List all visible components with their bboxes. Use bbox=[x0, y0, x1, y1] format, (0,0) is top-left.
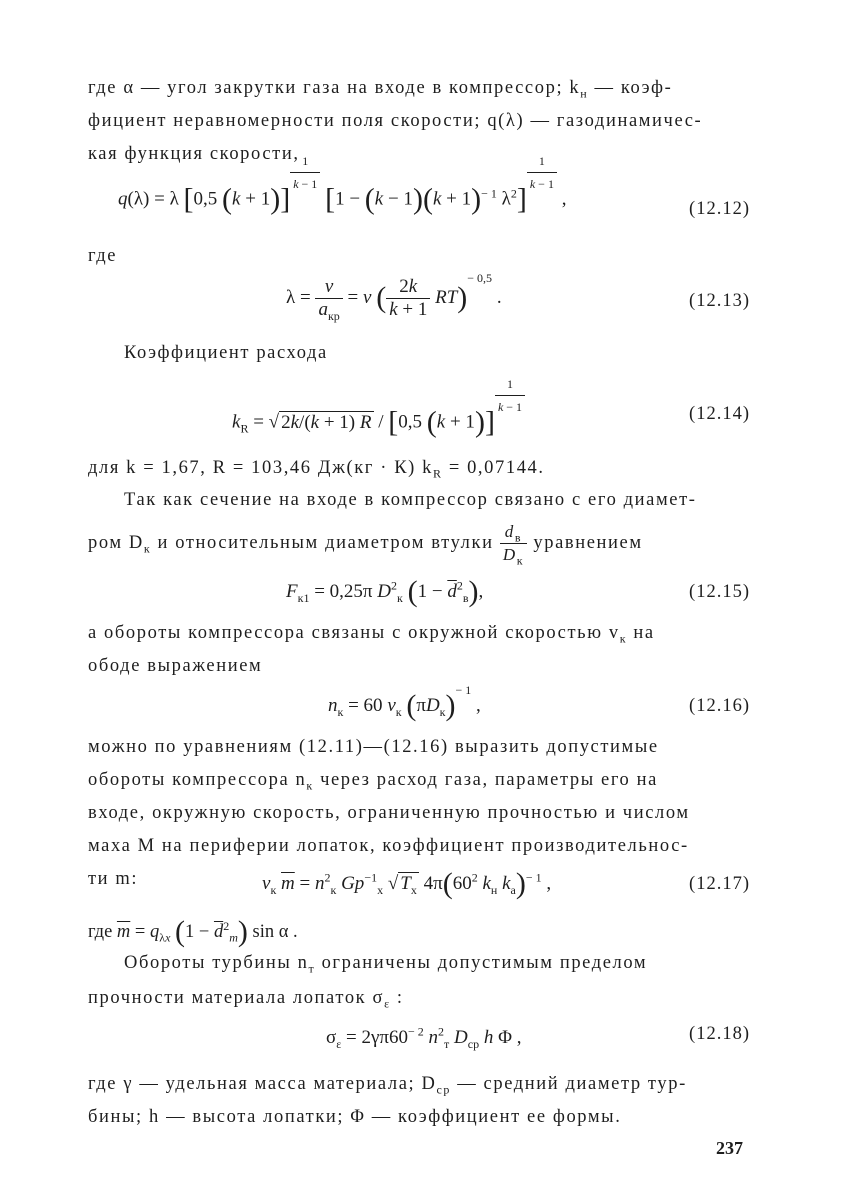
equation-number: (12.16) bbox=[689, 696, 750, 716]
paragraph-for-k bbox=[88, 452, 750, 485]
equation-12-18: $\sigma_\varepsilon = 2\gamma\pi 60^{- 2}$ $n^2_т$ $D_{ср}$ h Φ , bbox=[326, 1024, 522, 1051]
text-line: ободе выражением bbox=[88, 656, 263, 676]
text-line: можно по уравнениям (12.11)—(12.16) выразить допустимые bbox=[88, 737, 659, 757]
paragraph-turbine bbox=[88, 946, 750, 980]
equation-number: (12.14) bbox=[689, 404, 750, 424]
paragraph-coef bbox=[88, 337, 750, 370]
paragraph-turbine-cont bbox=[88, 982, 750, 1015]
paragraph-section-cont bbox=[88, 521, 750, 566]
text-line: прочности материала лопаток $\sigma_\varepsilon$ : bbox=[88, 988, 404, 1011]
text-line: Так как сечение на входе в компрессор связано с его диамет- bbox=[124, 490, 697, 510]
text-line: входе, окружную скорость, ограниченную прочностью и числом bbox=[88, 803, 690, 823]
paragraph-definitions bbox=[88, 1068, 750, 1134]
text-line: бины; h — высота лопатки; Φ — коэффициент ее формы. bbox=[88, 1107, 622, 1127]
text-line: ти m: bbox=[88, 869, 139, 889]
text-line: где bbox=[88, 246, 118, 266]
equation-12-12: q(λ) = λ [0,5 (k + 1)] $^{\frac{1}{k - 1}}$ [$1 - (k - 1)(k + 1)^{- 1}$ $\lambda^2$] $^{\frac{1}{k - 1}}$ , bbox=[118, 172, 566, 217]
where-label bbox=[88, 240, 750, 273]
text-line: где α — угол закрутки газа на входе в компрессор; $k_н$ — коэф- bbox=[88, 78, 673, 101]
text-line: ром $D_к$ и относительным диаметром втулки $\frac{d_в}{D_к}$ уравнением bbox=[88, 522, 643, 568]
text-line: маха М на периферии лопаток, коэффициент производительнос- bbox=[88, 836, 689, 856]
equation-12-14: $k_R$ = √ 2k/(k + 1) R / [0,5 (k + 1)] $^{\frac{1}{k - 1}}$ bbox=[232, 395, 525, 440]
equation-12-13: λ = $\frac{v}{a_{кр}}$ = v ( $\frac{2k}{k + 1}$ RT)$^{- 0,5}$ . bbox=[286, 270, 502, 323]
paragraph-rpm bbox=[88, 617, 750, 683]
equation-12-16: $n_к = 60$ $v_к$ $(\pi D_к)^{- 1}$ , bbox=[328, 682, 481, 722]
text-line: для k = 1,67, R = 103,46 Дж(кг · К) $k_R = 0,07144$. bbox=[88, 458, 545, 481]
text-line: фициент неравномерности поля скорости; q(λ) — газодинамичес- bbox=[88, 111, 703, 131]
page-number: 237 bbox=[716, 1138, 743, 1158]
equation-12-15: $F_{к1} = 0,25\pi$ $D^2_к$ $(1 - \overline{d}^2_в)$, bbox=[286, 575, 484, 608]
equation-number: (12.17) bbox=[689, 874, 750, 894]
text-line: Коэффициент расхода bbox=[124, 343, 328, 363]
text-line: кая функция скорости, bbox=[88, 144, 300, 164]
text-line: Обороты турбины $n_т$ ограничены допустимым пределом bbox=[124, 953, 648, 976]
text-line: а обороты компрессора связаны с окружной скоростью $v_к$ на bbox=[88, 623, 655, 646]
equation-12-17: $v_к$ $\overline{m} = n^2_к$ $Gp^{-1}_х$ √ $T_х$ $4\pi(60^2$ $k_н$ $k_а)^{- 1}$ , bbox=[262, 867, 552, 900]
equation-number: (12.12) bbox=[689, 199, 750, 219]
paragraph-intro bbox=[88, 72, 750, 171]
equation-m-bar: где $\overline{m} = q_{\lambda x}$ $(1 - \overline{d}^2_m)$ sin α . bbox=[88, 915, 298, 948]
text-line: обороты компрессора $n_к$ через расход газа, параметры его на bbox=[88, 770, 658, 793]
equation-number: (12.13) bbox=[689, 291, 750, 311]
equation-number: (12.15) bbox=[689, 582, 750, 602]
equation-number: (12.18) bbox=[689, 1024, 750, 1044]
text-line: где γ — удельная масса материала; $D_{ср}$ — средний диаметр тур- bbox=[88, 1074, 687, 1097]
paragraph-section bbox=[88, 484, 750, 517]
